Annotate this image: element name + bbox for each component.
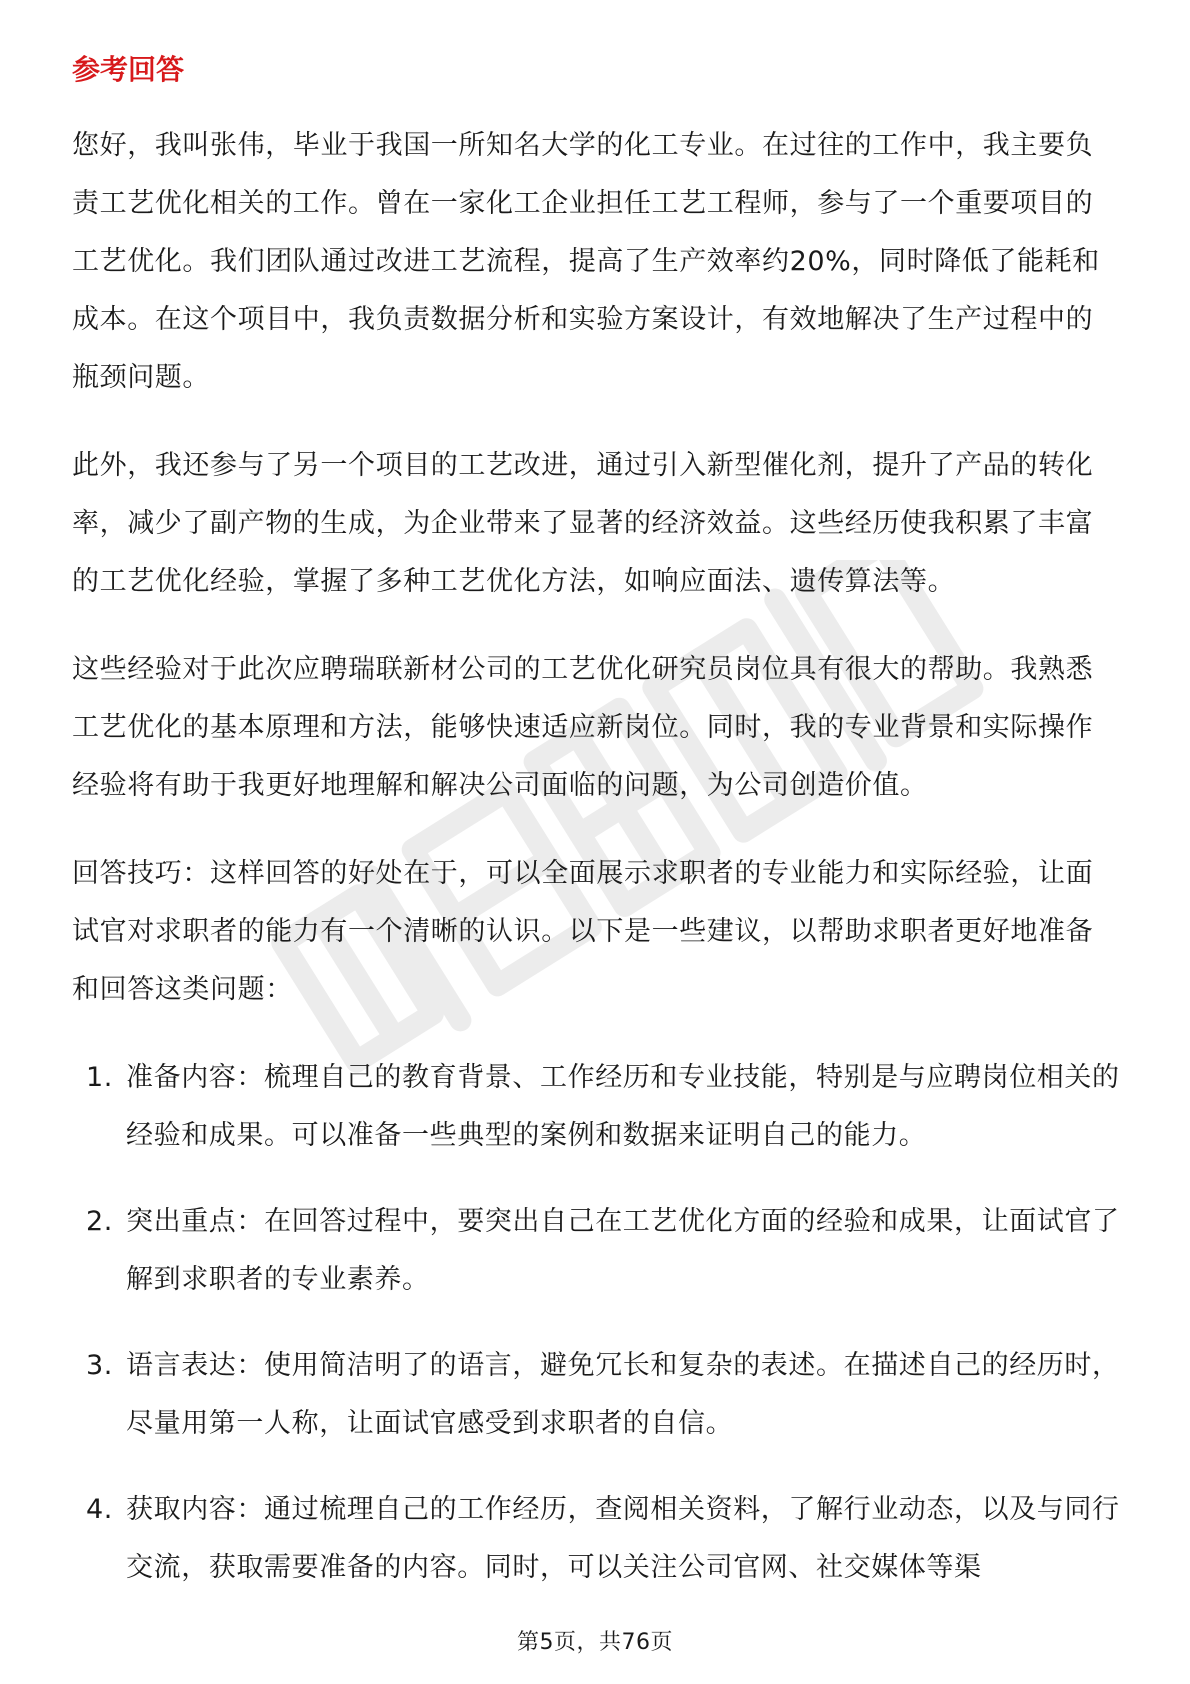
- list-number: 4.: [86, 1494, 113, 1525]
- list-text: 获取内容：通过梳理自己的工作经历，查阅相关资料，了解行业动态，以及与同行交流，获取需要准备的内容。同时，可以关注公司官网、社交媒体等渠: [126, 1494, 1120, 1583]
- list-number: 1.: [86, 1062, 113, 1093]
- answer-paragraph: 这些经验对于此次应聘瑞联新材公司的工艺优化研究员岗位具有很大的帮助。我熟悉工艺优化的基本原理和方法，能够快速适应新岗位。同时，我的专业背景和实际操作经验将有助于我更好地理解和解决公司面临的问题，为公司创造价值。: [72, 654, 1094, 801]
- answer-paragraph: 您好，我叫张伟，毕业于我国一所知名大学的化工专业。在过往的工作中，我主要负责工艺优化相关的工作。曾在一家化工企业担任工艺工程师，参与了一个重要项目的工艺优化。我们团队通过改进工艺流程，提高了生产效率约20%，同时降低了能耗和成本。在这个项目中，我负责数据分析和实验方案设计，有效地解决了生产过程中的瓶颈问题。: [72, 130, 1100, 393]
- list-item: [72, 1049, 1120, 1165]
- list-text: 语言表达：使用简洁明了的语言，避免冗长和复杂的表述。在描述自己的经历时，尽量用第一人称，让面试官感受到求职者的自信。: [126, 1350, 1120, 1439]
- list-item: [72, 1337, 1120, 1453]
- page-number-footer: 第5页，共76页: [517, 1630, 673, 1655]
- section-heading: 参考回答: [72, 53, 185, 86]
- list-item: [72, 1481, 1120, 1597]
- list-number: 3.: [86, 1350, 113, 1381]
- list-text: 突出重点：在回答过程中，要突出自己在工艺优化方面的经验和成果，让面试官了解到求职者的专业素养。: [126, 1206, 1120, 1295]
- tips-paragraph: 回答技巧：这样回答的好处在于，可以全面展示求职者的专业能力和实际经验，让面试官对求职者的能力有一个清晰的认识。以下是一些建议，以帮助求职者更好地准备和回答这类问题：: [72, 858, 1094, 1005]
- list-text: 准备内容：梳理自己的教育背景、工作经历和专业技能，特别是与应聘岗位相关的经验和成果。可以准备一些典型的案例和数据来证明自己的能力。: [126, 1062, 1120, 1151]
- list-number: 2.: [86, 1206, 113, 1237]
- answer-paragraph: 此外，我还参与了另一个项目的工艺改进，通过引入新型催化剂，提升了产品的转化率，减少了副产物的生成，为企业带来了显著的经济效益。这些经历使我积累了丰富的工艺优化经验，掌握了多种工艺优化方法，如响应面法、遗传算法等。: [72, 450, 1094, 597]
- list-item: [72, 1193, 1120, 1309]
